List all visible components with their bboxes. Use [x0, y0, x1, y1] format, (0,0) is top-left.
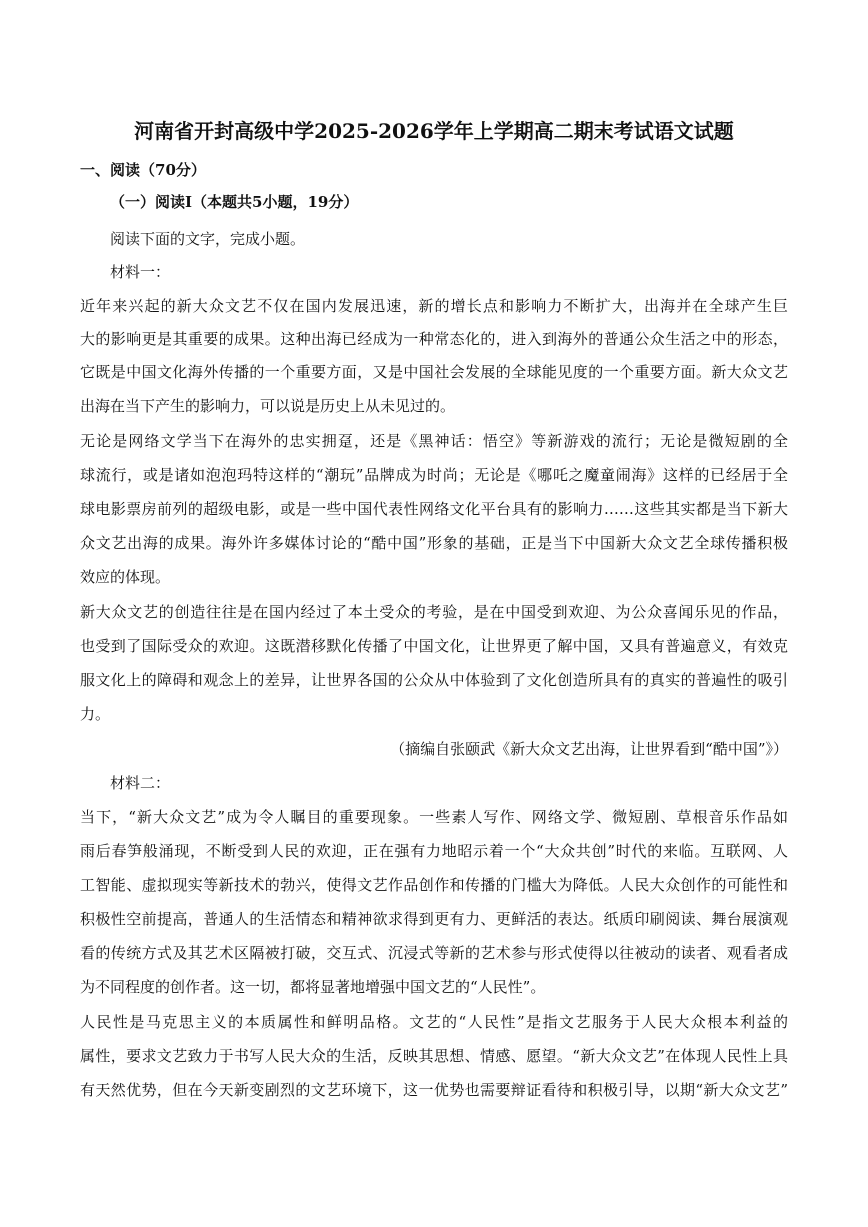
paragraph-line: 出海在当下产生的影响力，可以说是历史上从未见过的。 [80, 397, 456, 415]
paragraph-line: 也受到了国际受众的欢迎。这既潜移默化传播了中国文化，让世界更了解中国，又具有普遍意义，有效克 [80, 637, 788, 655]
paragraph-line: 力。 [80, 705, 111, 723]
paragraph-line: 效应的体现。 [80, 568, 171, 586]
paragraph-line: 积极性空前提高，普通人的生活情态和精神欲求得到更有力、更鲜活的表达。纸质印刷阅读、舞台展演观 [80, 910, 788, 928]
paragraph-line: 雨后春笋般涌现，不断受到人民的欢迎，正在强有力地昭示着一个“大众共创”时代的来临。互联网、人 [80, 842, 788, 860]
paragraph-line: 工智能、虚拟现实等新技术的勃兴，使得文艺作品创作和传播的门槛大为降低。人民大众创作的可能性和 [80, 876, 788, 894]
section-heading: 一、阅读（70分） [80, 161, 206, 179]
paragraph-line: 大的影响更是其重要的成果。这种出海已经成为一种常态化的，进入到海外的普通公众生活之中的形态， [80, 330, 788, 348]
paragraph-line: 它既是中国文化海外传播的一个重要方面，又是中国社会发展的全球能见度的一个重要方面。新大众文艺 [80, 363, 788, 381]
paragraph-line: 众文艺出海的成果。海外许多媒体讨论的“酷中国”形象的基础，正是当下中国新大众文艺全球传播积极 [80, 534, 788, 552]
paragraph-line: 服文化上的障碍和观念上的差异，让世界各国的公众从中体验到了文化创造所具有的真实的普遍性的吸引 [80, 671, 788, 689]
material-1-source: （摘编自张颐武《新大众文艺出海，让世界看到“酷中国”》） [390, 740, 788, 758]
paragraph-line: 近年来兴起的新大众文艺不仅在国内发展迅速，新的增长点和影响力不断扩大，出海并在全球产生巨 [80, 297, 788, 315]
paragraph-line: 人民性是马克思主义的本质属性和鲜明品格。文艺的“人民性”是指文艺服务于人民大众根本利益的 [80, 1013, 788, 1031]
paragraph-line: 球流行，或是诸如泡泡玛特这样的“潮玩”品牌成为时尚；无论是《哪吒之魔童闹海》这样的已经居于全 [80, 466, 788, 484]
paragraph-line: 无论是网络文学当下在海外的忠实拥趸，还是《黑神话：悟空》等新游戏的流行；无论是微短剧的全 [80, 432, 788, 450]
paragraph-line: 有天然优势，但在今天新变剧烈的文艺环境下，这一优势也需要辩证看待和积极引导，以期“新大众文艺” [80, 1081, 788, 1099]
material-2-label: 材料二： [110, 774, 171, 792]
paragraph-line: 属性，要求文艺致力于书写人民大众的生活，反映其思想、情感、愿望。“新大众文艺”在体现人民性上具 [80, 1047, 788, 1065]
paragraph-line: 当下，“新大众文艺”成为令人瞩目的重要现象。一些素人写作、网络文学、微短剧、草根音乐作品如 [80, 808, 788, 826]
paragraph-line: 为不同程度的创作者。这一切，都将显著地增强中国文艺的“人民性”。 [80, 978, 546, 996]
paragraph-line: 看的传统方式及其艺术区隔被打破，交互式、沉浸式等新的艺术参与形式使得以往被动的读者、观看者成 [80, 944, 788, 962]
subsection-heading: （一）阅读Ⅰ（本题共5小题，19分） [110, 193, 359, 211]
paragraph-line: 球电影票房前列的超级电影，或是一些中国代表性网络文化平台具有的影响力……这些其实都是当下新大 [80, 500, 788, 518]
instruction-text: 阅读下面的文字，完成小题。 [110, 230, 306, 248]
paragraph-line: 新大众文艺的创造往往是在国内经过了本土受众的考验，是在中国受到欢迎、为公众喜闻乐见的作品， [80, 603, 788, 621]
document-title: 河南省开封高级中学2025-2026学年上学期高二期末考试语文试题 [134, 119, 734, 143]
material-1-label: 材料一： [110, 263, 171, 281]
